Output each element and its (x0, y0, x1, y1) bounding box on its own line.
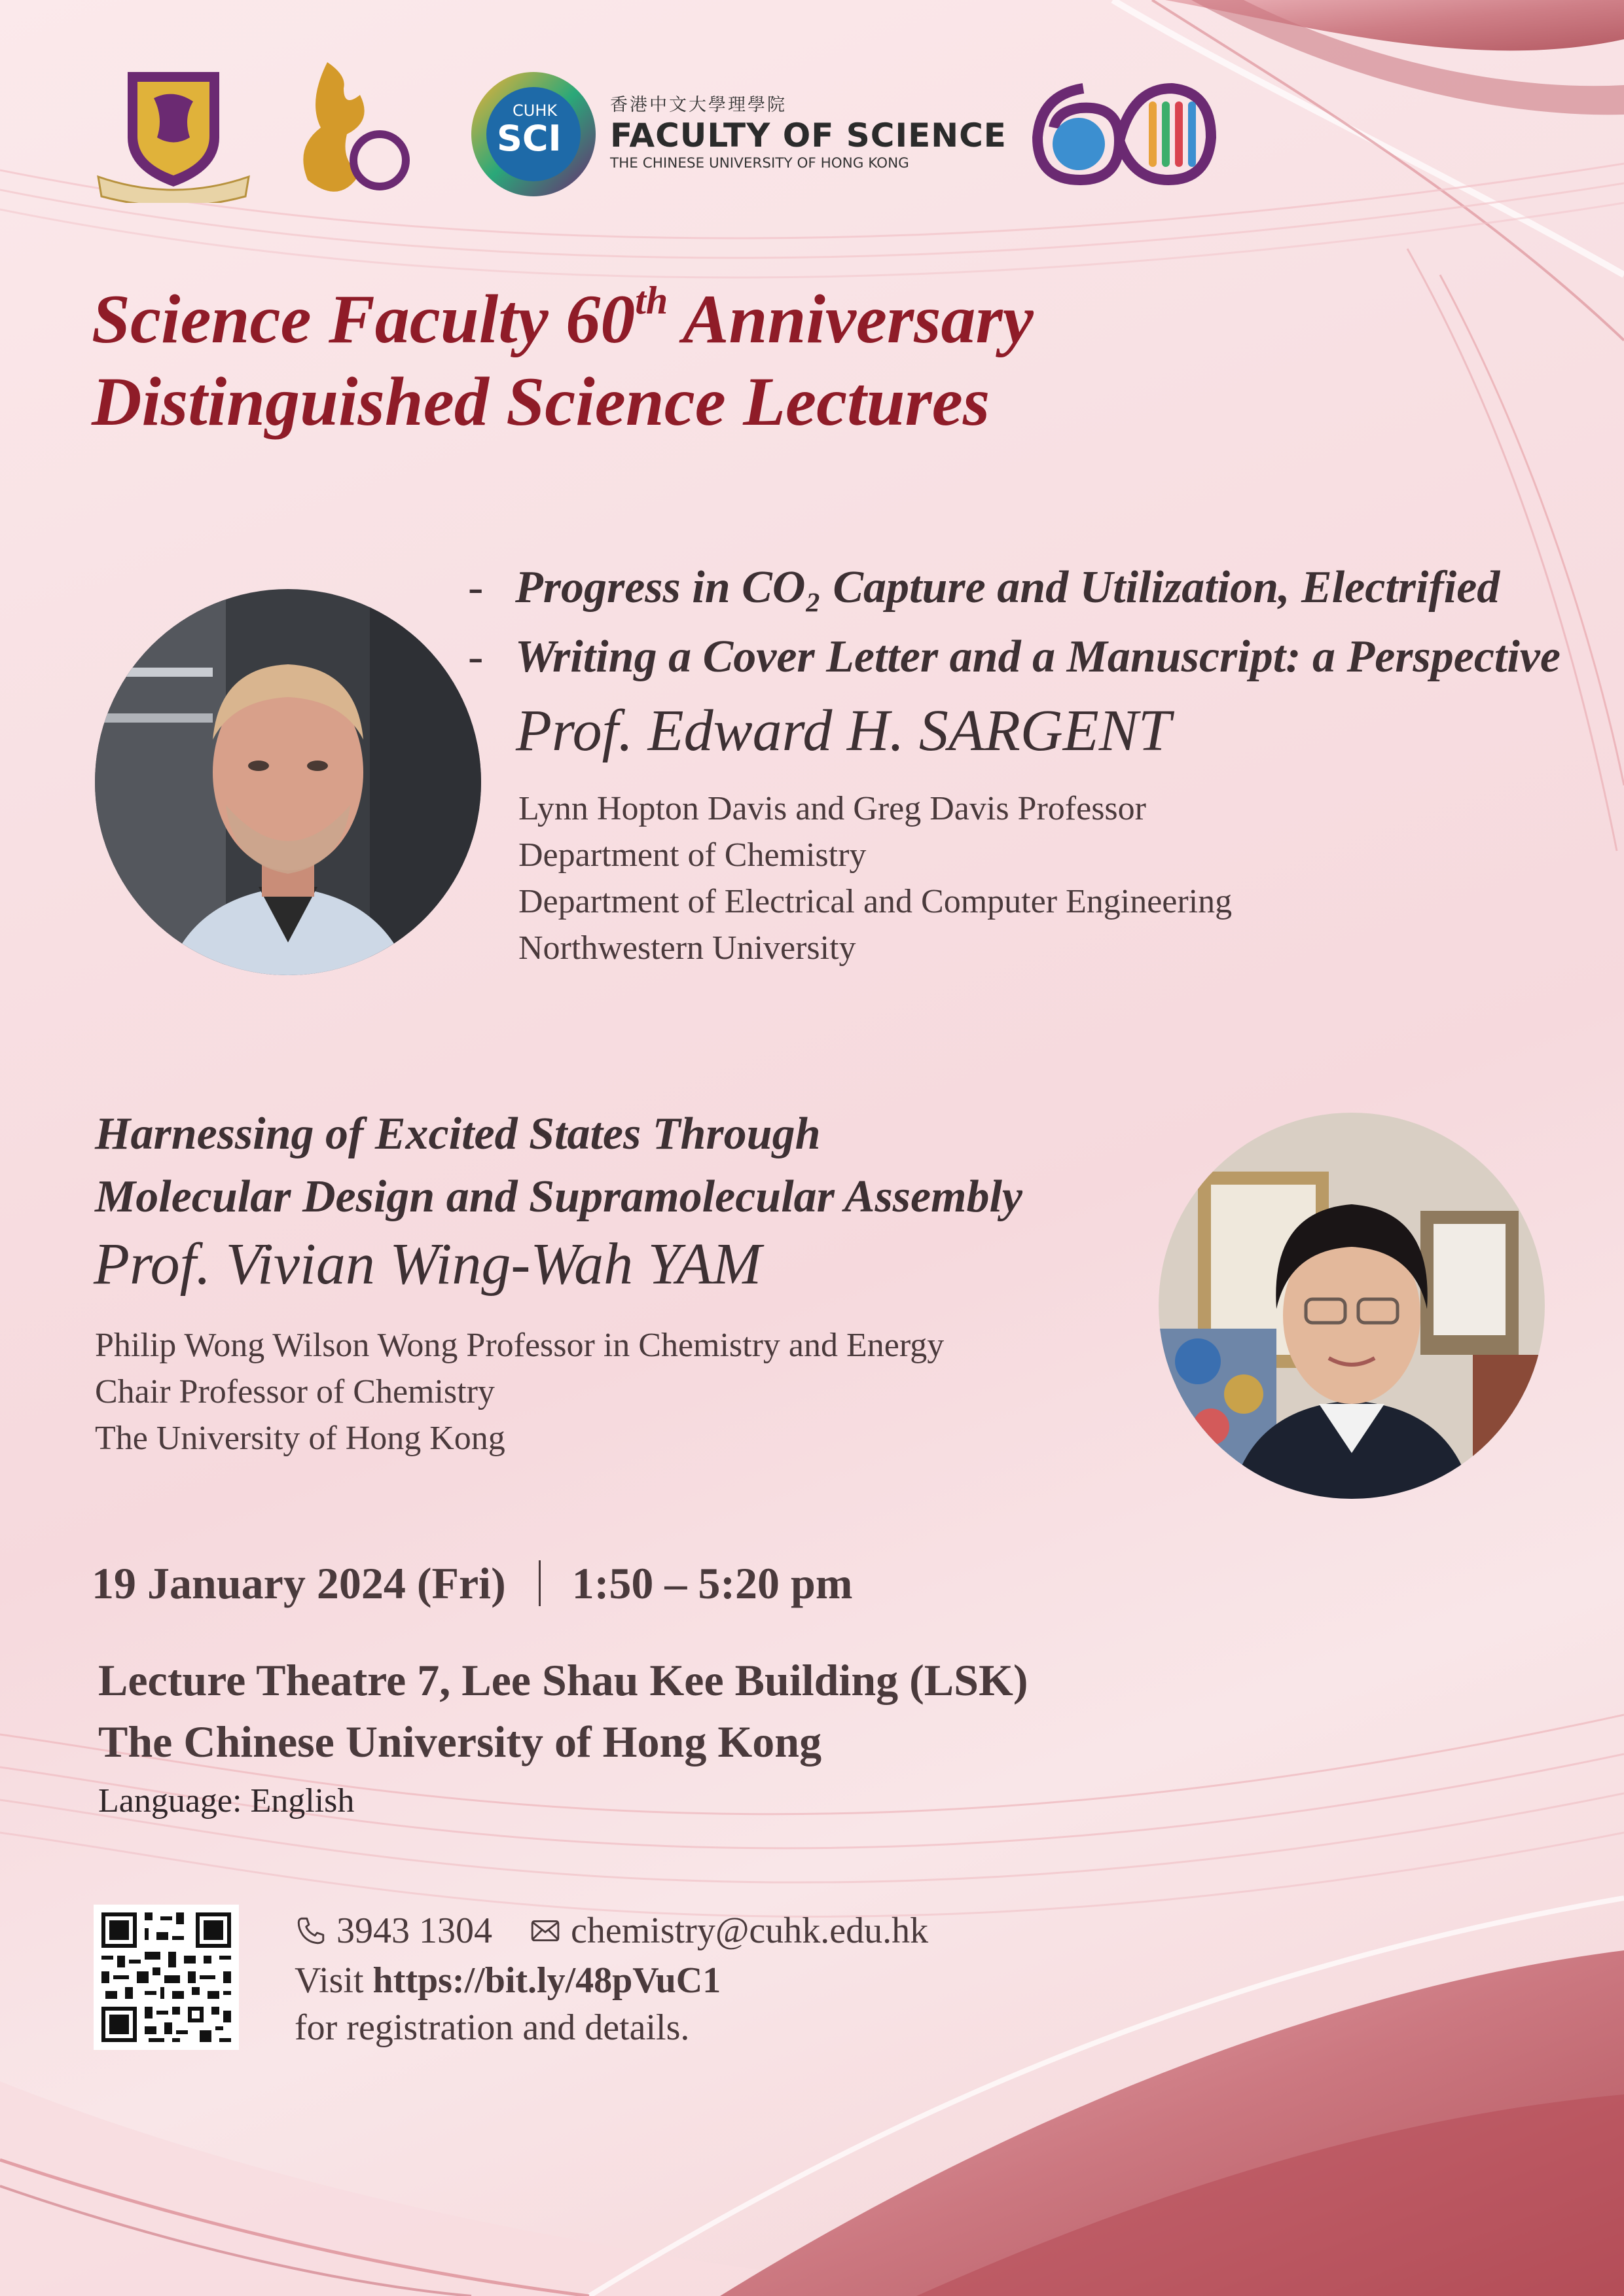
affiliation-line: Department of Electrical and Computer Engineering (518, 883, 1233, 920)
faculty-wordmark (610, 90, 1081, 171)
contact-info (295, 1905, 928, 2051)
affiliation-line: Northwestern University (518, 929, 856, 967)
event-language: Language: English (98, 1782, 355, 1820)
speaker-1-name: Prof. Edward H. SARGENT (516, 698, 1171, 763)
venue-line: The Chinese University of Hong Kong (98, 1717, 822, 1767)
science-60th-icon (1021, 75, 1218, 193)
email-link[interactable]: chemistry@cuhk.edu.hk (571, 1910, 929, 1951)
registration-note: for registration and details. (295, 2007, 690, 2048)
venue-line: Lecture Theatre 7, Lee Shau Kee Building (LSK) (98, 1655, 1028, 1705)
event-date: 19 January 2024 (Fri) (92, 1558, 506, 1608)
mail-icon (529, 1914, 562, 1947)
registration-link[interactable]: https://bit.ly/48pVuC1 (372, 1960, 721, 2001)
talk-title: - Progress in CO₂ Capture and Utilization, Electrified (468, 562, 1500, 613)
cuhk-60th-icon (281, 56, 412, 203)
logo-bar (85, 52, 1250, 209)
svg-text:CUHK: CUHK (513, 101, 558, 120)
registration-info: Visit https://bit.ly/48pVuC1 (295, 1960, 721, 2001)
phone-icon (295, 1914, 327, 1947)
cuhk-crest-icon (92, 65, 255, 203)
sci-badge-icon (468, 69, 599, 200)
phone-number[interactable]: 3943 1304 (336, 1910, 492, 1951)
svg-text:SCI: SCI (497, 118, 562, 159)
speaker-1-talks (468, 553, 1607, 692)
speaker-2-photo (1159, 1113, 1545, 1499)
affiliation-line: Department of Chemistry (518, 836, 867, 874)
affiliation-line: Philip Wong Wilson Wong Professor in Chemistry and Energy (95, 1327, 945, 1364)
event-datetime (92, 1558, 852, 1609)
talk-title-line: Harnessing of Excited States Through (95, 1109, 821, 1159)
speaker-2-talk-title (95, 1103, 1022, 1229)
faculty-university: THE CHINESE UNIVERSITY OF HONG KONG (610, 155, 909, 171)
contact-row (295, 1905, 928, 1957)
affiliation-line: Chair Professor of Chemistry (95, 1373, 495, 1410)
event-venue (98, 1649, 1028, 1772)
speaker-1-affiliation (518, 785, 1232, 971)
page-title (92, 278, 1335, 443)
speaker-1-photo (95, 589, 481, 975)
speaker-2-name: Prof. Vivian Wing-Wah YAM (94, 1232, 762, 1297)
speaker-2-affiliation (95, 1322, 944, 1462)
faculty-chinese-name: 香港中文大學理學院 (610, 95, 787, 115)
event-time: 1:50 – 5:20 pm (571, 1558, 853, 1608)
divider (539, 1560, 541, 1606)
affiliation-line: The University of Hong Kong (95, 1420, 505, 1457)
qr-code[interactable] (94, 1905, 239, 2050)
affiliation-line: Lynn Hopton Davis and Greg Davis Professor (518, 790, 1146, 827)
title-line-2: Distinguished Science Lectures (92, 363, 990, 440)
talk-title-line: Molecular Design and Supramolecular Assembly (95, 1172, 1022, 1222)
talk-title: - Writing a Cover Letter and a Manuscript: a Perspective (468, 632, 1561, 682)
faculty-name: FACULTY OF SCIENCE (610, 117, 1007, 154)
title-line-1: Science Faculty 60th Anniversary (92, 279, 1034, 357)
